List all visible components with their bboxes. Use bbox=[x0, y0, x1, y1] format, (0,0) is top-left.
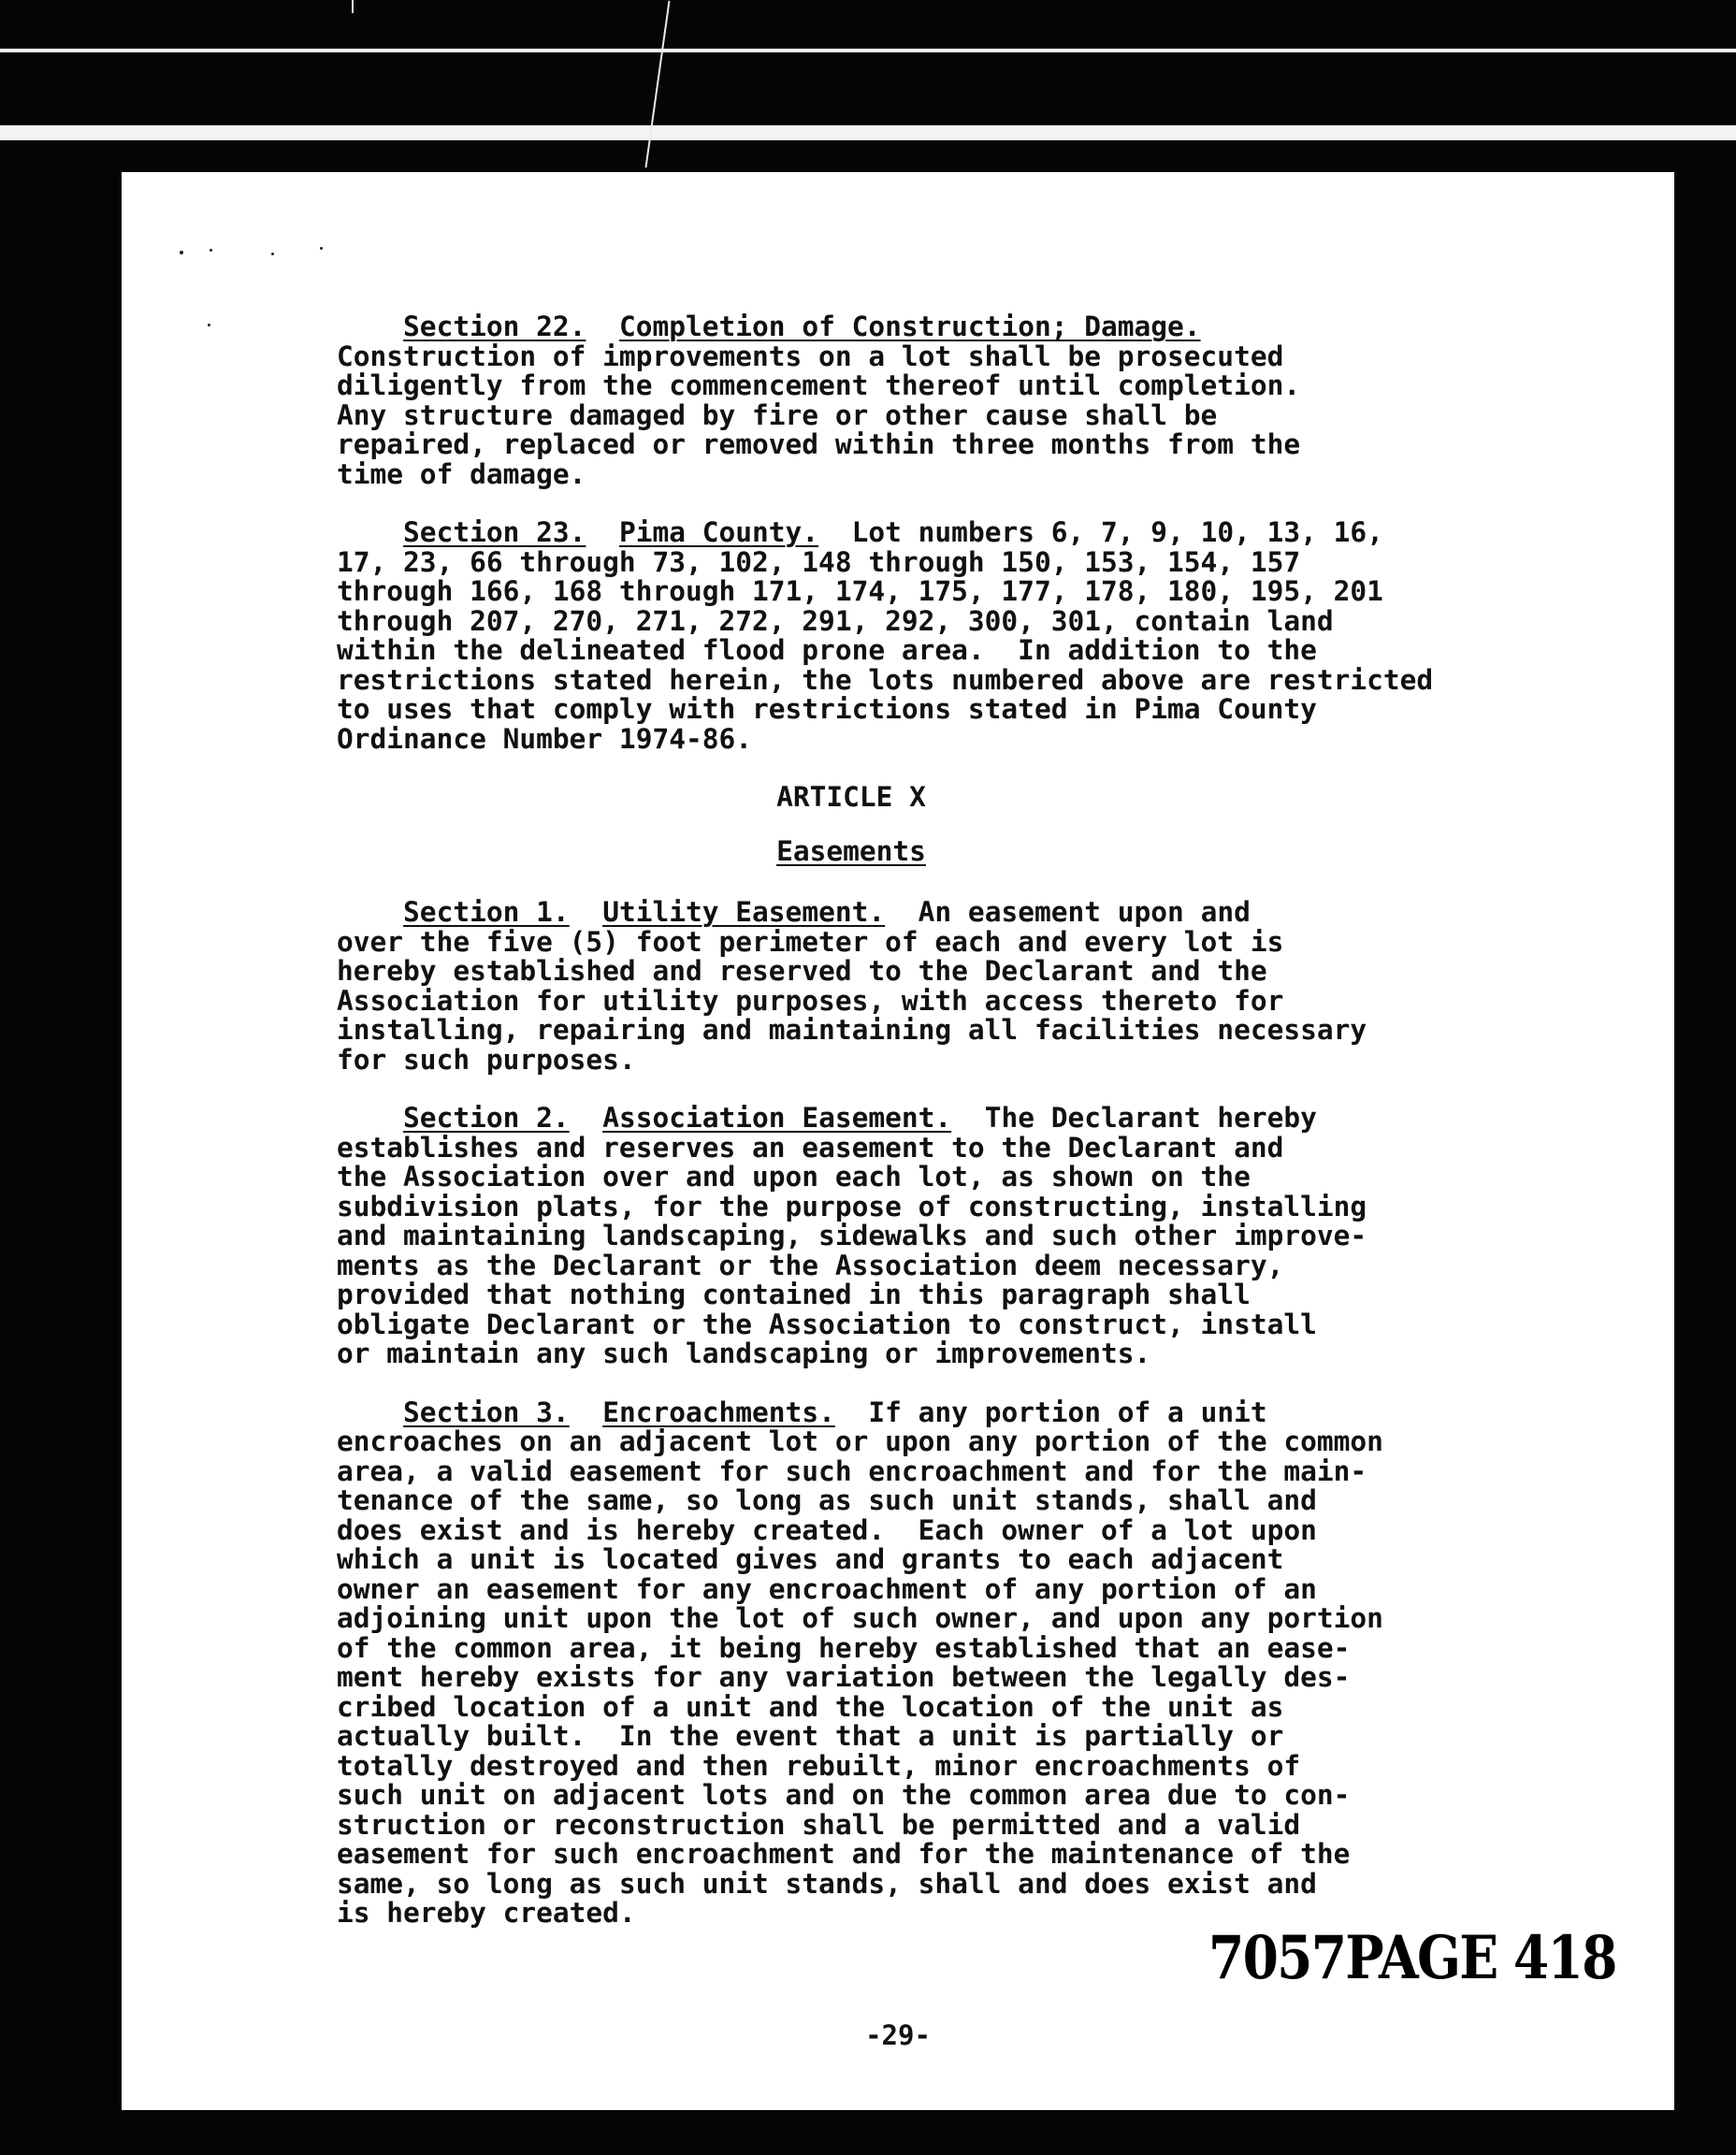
section-3-line: owner an easement for any encroachment of any portion of an bbox=[337, 1572, 1317, 1605]
section-23-first-line: Lot numbers 6, 7, 9, 10, 13, 16, bbox=[818, 516, 1383, 548]
section-22-line: diligently from the commencement thereof until completion. bbox=[337, 369, 1301, 401]
section-2-heading-prefix: Section 2. bbox=[403, 1102, 570, 1134]
section-3 bbox=[337, 1398, 1571, 1929]
section-2-heading-title: Association Easement. bbox=[602, 1102, 952, 1134]
page-number: -29- bbox=[865, 2019, 931, 2051]
article-subtitle: Easements bbox=[776, 834, 926, 867]
scan-artifact-bar bbox=[0, 49, 1736, 52]
scan-artifact-bar bbox=[0, 125, 1736, 140]
section-22-line: time of damage. bbox=[337, 457, 586, 490]
section-3-line: struction or reconstruction shall be permitted and a valid bbox=[337, 1808, 1301, 1841]
section-22-line: Construction of improvements on a lot shall be prosecuted bbox=[337, 340, 1284, 372]
scan-speck bbox=[320, 247, 323, 250]
section-1-heading-prefix: Section 1. bbox=[403, 896, 570, 928]
section-3-line: ment hereby exists for any variation between the legally des- bbox=[337, 1661, 1351, 1693]
scan-speck bbox=[210, 249, 212, 252]
section-2 bbox=[337, 1104, 1571, 1369]
section-22-line: repaired, replaced or removed within three months from the bbox=[337, 428, 1301, 460]
section-22-heading-prefix: Section 22. bbox=[403, 311, 586, 342]
book-page-stamp: 7057PAGE 418 bbox=[1208, 1923, 1616, 1993]
section-2-line: subdivision plats, for the purpose of constructing, installing bbox=[337, 1190, 1367, 1222]
section-3-line: does exist and is hereby created. Each owner of a lot upon bbox=[337, 1513, 1317, 1546]
article-subtitle-wrap bbox=[337, 834, 1366, 867]
document-body bbox=[337, 312, 1571, 1958]
section-2-first-line: The Declarant hereby bbox=[951, 1102, 1317, 1134]
scan-artifact-line bbox=[352, 0, 354, 13]
section-3-line: easement for such encroachment and for the maintenance of the bbox=[337, 1838, 1351, 1870]
scan-speck bbox=[180, 251, 183, 254]
article-title: ARTICLE X bbox=[776, 781, 926, 813]
scan-artifact-line bbox=[644, 1, 670, 168]
section-3-line: totally destroyed and then rebuilt, minor encroachments of bbox=[337, 1749, 1301, 1782]
section-2-line: ments as the Declarant or the Association deem necessary, bbox=[337, 1249, 1284, 1281]
section-3-line: encroaches on an adjacent lot or upon any portion of the common bbox=[337, 1425, 1383, 1457]
section-22 bbox=[337, 312, 1571, 489]
section-23-line: to uses that comply with restrictions stated in Pima County bbox=[337, 693, 1317, 725]
section-3-heading-title: Encroachments. bbox=[602, 1396, 835, 1428]
section-2-line: or maintain any such landscaping or improvements. bbox=[337, 1338, 1151, 1369]
section-23-line: through 207, 270, 271, 272, 291, 292, 300, 301, contain land bbox=[337, 604, 1334, 637]
section-23-line: within the delineated flood prone area. In addition to the bbox=[337, 634, 1317, 666]
section-23-heading-prefix: Section 23. bbox=[403, 516, 586, 548]
section-2-line: the Association over and upon each lot, as shown on the bbox=[337, 1161, 1251, 1193]
section-3-line: cribed location of a unit and the location of the unit as bbox=[337, 1690, 1284, 1723]
section-3-line: is hereby created. bbox=[337, 1897, 636, 1929]
section-2-line: and maintaining landscaping, sidewalks and such other improve- bbox=[337, 1220, 1367, 1251]
section-2-line: obligate Declarant or the Association to construct, install bbox=[337, 1308, 1317, 1340]
section-1-line: over the five (5) foot perimeter of each and every lot is bbox=[337, 925, 1284, 958]
section-3-first-line: If any portion of a unit bbox=[834, 1396, 1267, 1428]
section-1-line: installing, repairing and maintaining all facilities necessary bbox=[337, 1014, 1367, 1046]
section-3-line: same, so long as such unit stands, shall and does exist and bbox=[337, 1867, 1317, 1900]
section-23-line: Ordinance Number 1974-86. bbox=[337, 722, 753, 755]
section-1-line: Association for utility purposes, with access thereto for bbox=[337, 984, 1284, 1017]
section-22-heading-title: Completion of Construction; Damage. bbox=[618, 311, 1201, 342]
section-3-line: of the common area, it being hereby established that an ease- bbox=[337, 1631, 1351, 1664]
section-1-line: hereby established and reserved to the Declarant and the bbox=[337, 955, 1267, 987]
section-3-line: tenance of the same, so long as such unit stands, shall and bbox=[337, 1484, 1317, 1516]
section-1-line: for such purposes. bbox=[337, 1043, 636, 1076]
section-23 bbox=[337, 518, 1571, 754]
section-3-line: which a unit is located gives and grants to each adjacent bbox=[337, 1543, 1284, 1575]
section-3-line: area, a valid easement for such encroachment and for the main- bbox=[337, 1454, 1367, 1487]
document-page bbox=[122, 172, 1674, 2110]
section-3-heading-prefix: Section 3. bbox=[403, 1396, 570, 1428]
section-23-line: restrictions stated herein, the lots numbered above are restricted bbox=[337, 663, 1434, 696]
section-3-line: adjoining unit upon the lot of such owner, and upon any portion bbox=[337, 1602, 1383, 1634]
section-23-heading-title: Pima County. bbox=[618, 516, 819, 548]
section-2-line: provided that nothing contained in this paragraph shall bbox=[337, 1279, 1251, 1310]
section-1-first-line: An easement upon and bbox=[885, 896, 1251, 928]
section-23-line: 17, 23, 66 through 73, 102, 148 through 150, 153, 154, 157 bbox=[337, 545, 1301, 578]
section-1 bbox=[337, 898, 1571, 1075]
section-23-line: through 166, 168 through 171, 174, 175, 177, 178, 180, 195, 201 bbox=[337, 575, 1383, 607]
section-2-line: establishes and reserves an easement to the Declarant and bbox=[337, 1131, 1284, 1164]
section-3-line: actually built. In the event that a unit is partially or bbox=[337, 1720, 1284, 1752]
section-22-line: Any structure damaged by fire or other cause shall be bbox=[337, 398, 1218, 431]
scan-speck bbox=[271, 253, 274, 255]
section-3-line: such unit on adjacent lots and on the common area due to con- bbox=[337, 1779, 1351, 1811]
section-1-heading-title: Utility Easement. bbox=[602, 896, 886, 928]
scan-speck bbox=[208, 324, 210, 326]
